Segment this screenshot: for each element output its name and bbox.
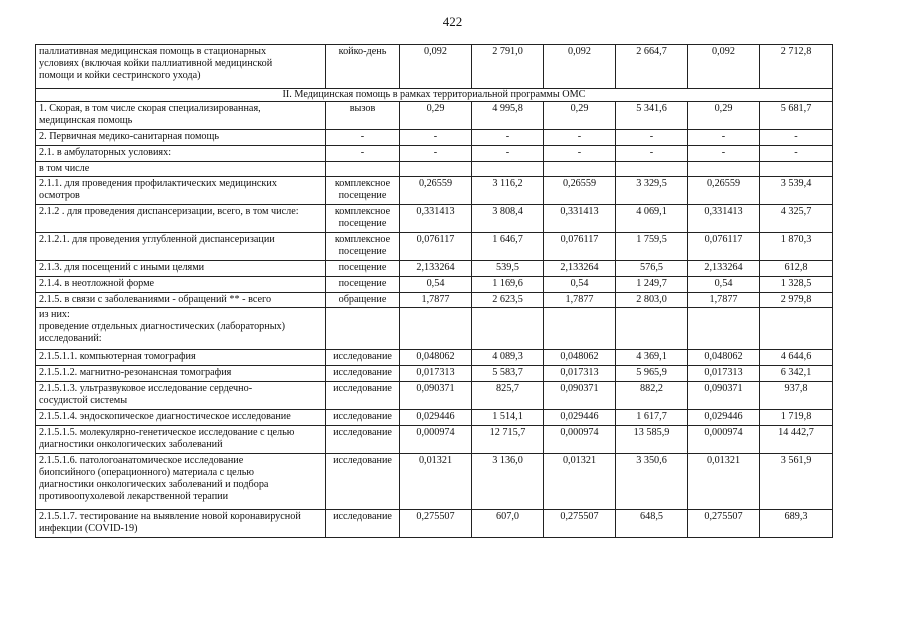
row-value: 0,076117 (688, 233, 760, 261)
row-value: 3 808,4 (472, 205, 544, 233)
row-unit: исследование (326, 410, 400, 426)
row-name: 2.1.2 . для проведения диспансеризации, всего, в том числе: (36, 205, 326, 233)
row-value: 0,076117 (400, 233, 472, 261)
row-value: 0,01321 (400, 454, 472, 510)
row-value: 0,029446 (400, 410, 472, 426)
row-value (688, 162, 760, 177)
row-value: 1,7877 (688, 293, 760, 308)
table-row (36, 350, 833, 366)
row-value (616, 162, 688, 177)
row-value: 4 069,1 (616, 205, 688, 233)
row-unit: обращение (326, 293, 400, 308)
row-value: 1,7877 (544, 293, 616, 308)
row-value: 2 979,8 (760, 293, 833, 308)
row-value: 3 329,5 (616, 177, 688, 205)
row-name: в том числе (36, 162, 326, 177)
row-value: 4 644,6 (760, 350, 833, 366)
table-row (36, 382, 833, 410)
row-value: 0,000974 (544, 426, 616, 454)
row-value (760, 308, 833, 350)
row-value (760, 162, 833, 177)
row-value: 3 116,2 (472, 177, 544, 205)
table-row (36, 426, 833, 454)
row-value: 0,331413 (400, 205, 472, 233)
table-row (36, 277, 833, 293)
table-row (36, 130, 833, 146)
row-value: 3 539,4 (760, 177, 833, 205)
row-value: 0,54 (544, 277, 616, 293)
row-value: - (616, 146, 688, 162)
row-value: 0,090371 (400, 382, 472, 410)
row-name: 2.1.4. в неотложной форме (36, 277, 326, 293)
row-unit: исследование (326, 350, 400, 366)
row-unit: посещение (326, 277, 400, 293)
row-value: 4 089,3 (472, 350, 544, 366)
row-value (472, 308, 544, 350)
row-name: 2.1.1. для проведения профилактических медицинских осмотров (36, 177, 326, 205)
row-value: 14 442,7 (760, 426, 833, 454)
row-value: 2 664,7 (616, 45, 688, 89)
row-value: 0,331413 (544, 205, 616, 233)
row-value (616, 308, 688, 350)
row-value: - (760, 146, 833, 162)
row-value: 689,3 (760, 510, 833, 538)
tariff-table (35, 44, 833, 538)
row-value: 3 561,9 (760, 454, 833, 510)
table-row (36, 45, 833, 89)
table-row (36, 410, 833, 426)
row-value: 0,029446 (688, 410, 760, 426)
row-value: 0,26559 (688, 177, 760, 205)
row-unit: - (326, 130, 400, 146)
row-value: 1 249,7 (616, 277, 688, 293)
row-name: паллиативная медицинская помощь в стационарных условиях (включая койки паллиативной медицинской помощи и койки сестринского ухода) (36, 45, 326, 89)
row-value: - (400, 130, 472, 146)
row-name: 2.1.5.1.3. ультразвуковое исследование сердечно- сосудистой системы (36, 382, 326, 410)
table-row (36, 233, 833, 261)
row-value (400, 162, 472, 177)
row-value: 0,090371 (688, 382, 760, 410)
row-value: 0,275507 (544, 510, 616, 538)
row-value: 0,01321 (688, 454, 760, 510)
row-value: 0,275507 (688, 510, 760, 538)
row-value: 1 646,7 (472, 233, 544, 261)
row-value: 1 169,6 (472, 277, 544, 293)
row-value: 4 325,7 (760, 205, 833, 233)
row-name: 2.1. в амбулаторных условиях: (36, 146, 326, 162)
table-row (36, 162, 833, 177)
row-unit: койко-день (326, 45, 400, 89)
table-row (36, 205, 833, 233)
row-value: 0,000974 (688, 426, 760, 454)
section-row (36, 89, 833, 102)
row-value: - (688, 130, 760, 146)
table-row (36, 146, 833, 162)
row-name: 2.1.5. в связи с заболеваниями - обращений ** - всего (36, 293, 326, 308)
table-row (36, 177, 833, 205)
row-unit: исследование (326, 426, 400, 454)
row-name: из них: проведение отдельных диагностических (лабораторных) исследований: (36, 308, 326, 350)
row-name: 2.1.5.1.7. тестирование на выявление новой коронавирусной инфекции (COVID-19) (36, 510, 326, 538)
row-value: 0,01321 (544, 454, 616, 510)
table-body (36, 45, 833, 538)
table-row (36, 366, 833, 382)
row-value: 0,048062 (544, 350, 616, 366)
row-value: 5 681,7 (760, 102, 833, 130)
row-value: 0,092 (544, 45, 616, 89)
row-name: 2. Первичная медико-санитарная помощь (36, 130, 326, 146)
row-value: - (544, 130, 616, 146)
page-number: 422 (442, 14, 463, 29)
row-value: 5 965,9 (616, 366, 688, 382)
row-value: - (688, 146, 760, 162)
row-value (688, 308, 760, 350)
row-value: 0,26559 (544, 177, 616, 205)
row-name: 2.1.5.1.1. компьютерная томография (36, 350, 326, 366)
row-value: 2,133264 (544, 261, 616, 277)
row-value: 0,29 (400, 102, 472, 130)
row-value: 1 514,1 (472, 410, 544, 426)
row-value: 2,133264 (400, 261, 472, 277)
row-unit: комплексное посещение (326, 177, 400, 205)
row-value: 937,8 (760, 382, 833, 410)
row-value: - (472, 146, 544, 162)
row-unit: комплексное посещение (326, 205, 400, 233)
row-value: 2 623,5 (472, 293, 544, 308)
row-unit (326, 308, 400, 350)
row-value: 0,092 (400, 45, 472, 89)
row-value: 4 995,8 (472, 102, 544, 130)
row-unit: исследование (326, 454, 400, 510)
table-row (36, 102, 833, 130)
row-value: 648,5 (616, 510, 688, 538)
row-name: 2.1.5.1.5. молекулярно-генетическое исследование с целью диагностики онкологических заболеваний (36, 426, 326, 454)
row-value: 4 369,1 (616, 350, 688, 366)
row-value: 2 712,8 (760, 45, 833, 89)
table-row (36, 510, 833, 538)
row-unit: исследование (326, 366, 400, 382)
row-value: 612,8 (760, 261, 833, 277)
table-row (36, 293, 833, 308)
row-value: 2 791,0 (472, 45, 544, 89)
row-value: - (616, 130, 688, 146)
row-value: 3 350,6 (616, 454, 688, 510)
row-value: 5 341,6 (616, 102, 688, 130)
row-value: 0,000974 (400, 426, 472, 454)
row-name: 2.1.5.1.2. магнитно-резонансная томография (36, 366, 326, 382)
row-value: 607,0 (472, 510, 544, 538)
row-value: 2 803,0 (616, 293, 688, 308)
row-value: 0,29 (544, 102, 616, 130)
row-value: 13 585,9 (616, 426, 688, 454)
row-unit (326, 162, 400, 177)
row-value: - (544, 146, 616, 162)
row-value: 1 719,8 (760, 410, 833, 426)
row-value: 882,2 (616, 382, 688, 410)
row-value: 0,048062 (400, 350, 472, 366)
row-value: 6 342,1 (760, 366, 833, 382)
row-unit: - (326, 146, 400, 162)
row-value: 1 870,3 (760, 233, 833, 261)
row-name: 2.1.3. для посещений с иными целями (36, 261, 326, 277)
row-value: 0,29 (688, 102, 760, 130)
row-value: 1 328,5 (760, 277, 833, 293)
row-value: 0,275507 (400, 510, 472, 538)
row-unit: посещение (326, 261, 400, 277)
row-value (400, 308, 472, 350)
row-value: 0,017313 (688, 366, 760, 382)
row-value: 5 583,7 (472, 366, 544, 382)
row-value: 0,017313 (400, 366, 472, 382)
row-value: 1,7877 (400, 293, 472, 308)
row-value: - (472, 130, 544, 146)
row-value: 0,029446 (544, 410, 616, 426)
row-value: 0,54 (400, 277, 472, 293)
table-row (36, 454, 833, 510)
row-name: 2.1.2.1. для проведения углубленной диспансеризации (36, 233, 326, 261)
row-value: 0,076117 (544, 233, 616, 261)
row-value: 0,090371 (544, 382, 616, 410)
row-value: 2,133264 (688, 261, 760, 277)
section-title: II. Медицинская помощь в рамках территориальной программы ОМС (36, 89, 833, 102)
row-value: 1 759,5 (616, 233, 688, 261)
row-value: 3 136,0 (472, 454, 544, 510)
row-value: 1 617,7 (616, 410, 688, 426)
row-value: 0,26559 (400, 177, 472, 205)
row-name: 2.1.5.1.6. патологоанатомическое исследование биопсийного (операционного) материала с целью диагностики онкологических заболеваний и подбора противоопухолевой лекарственной терапии (36, 454, 326, 510)
row-unit: исследование (326, 510, 400, 538)
row-name: 1. Скорая, в том числе скорая специализированная, медицинская помощь (36, 102, 326, 130)
row-value: 825,7 (472, 382, 544, 410)
row-value: - (760, 130, 833, 146)
row-name: 2.1.5.1.4. эндоскопическое диагностическое исследование (36, 410, 326, 426)
row-value (472, 162, 544, 177)
row-value: 0,54 (688, 277, 760, 293)
row-value: 0,331413 (688, 205, 760, 233)
row-unit: вызов (326, 102, 400, 130)
row-unit: комплексное посещение (326, 233, 400, 261)
row-value: 0,017313 (544, 366, 616, 382)
row-value: - (400, 146, 472, 162)
row-value: 539,5 (472, 261, 544, 277)
row-value (544, 162, 616, 177)
row-value: 576,5 (616, 261, 688, 277)
row-unit: исследование (326, 382, 400, 410)
row-value: 12 715,7 (472, 426, 544, 454)
row-value: 0,048062 (688, 350, 760, 366)
table-row (36, 261, 833, 277)
table-row (36, 308, 833, 350)
row-value (544, 308, 616, 350)
row-value: 0,092 (688, 45, 760, 89)
